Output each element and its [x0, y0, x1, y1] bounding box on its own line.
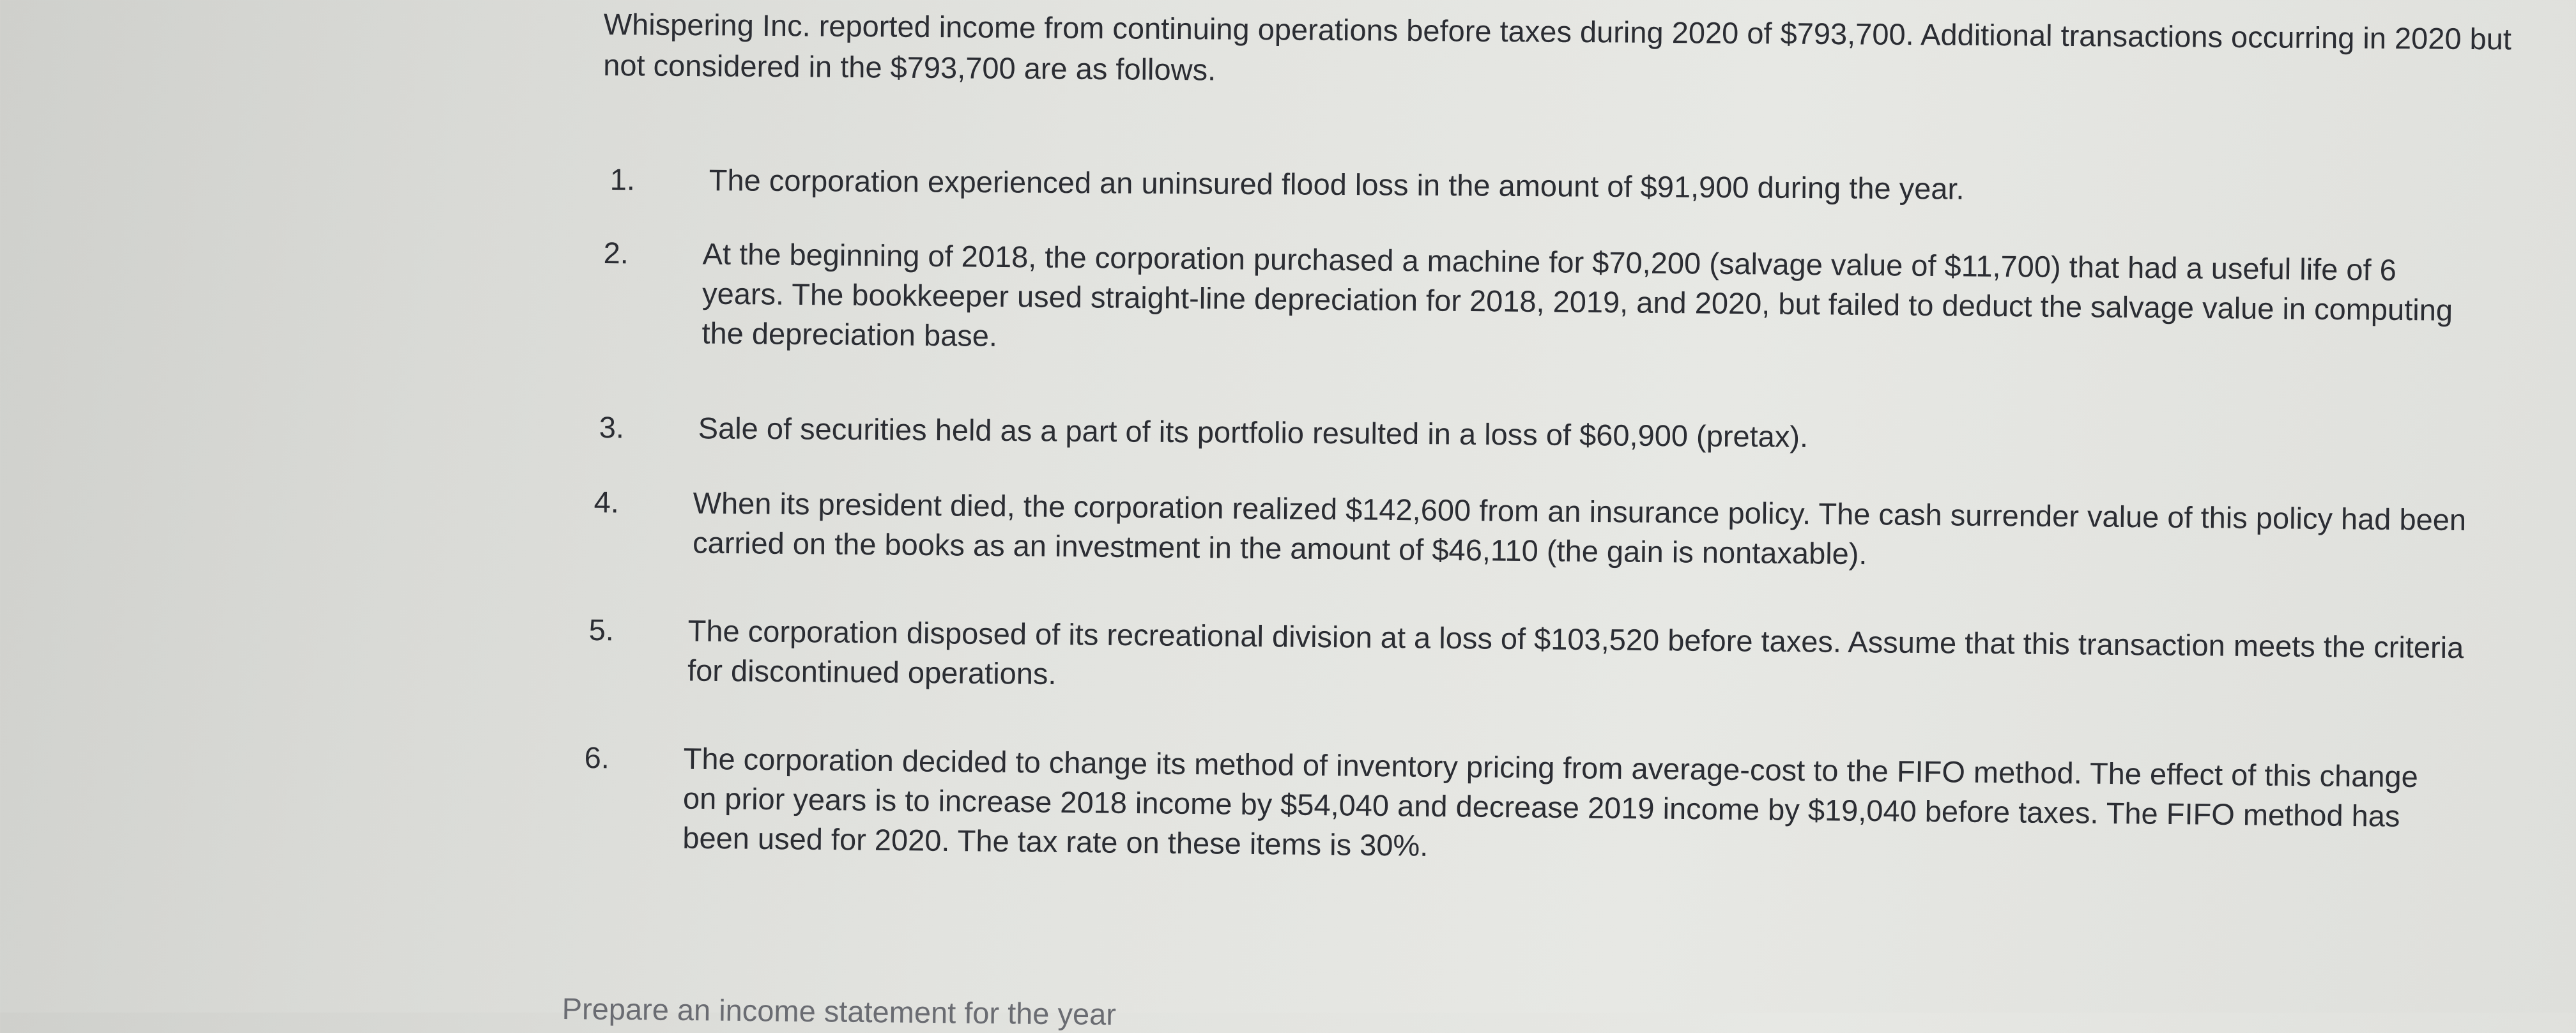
item-number: 1.: [610, 160, 674, 200]
item-text: The corporation experienced an uninsured flood loss in the amount of $91,900 during the year.: [709, 160, 2485, 212]
item-text: The corporation decided to change its method of inventory pricing from average-cost to the FIFO method. The effect of this change on prior years is to increase 2018 income by $54,040 and decrease 2019 income by $19,040 before taxes. The FIFO method has been used for 2020. The tax rate on these items is 30%.: [682, 739, 2460, 876]
list-item-2: [602, 233, 604, 361]
list-item-6: [583, 738, 585, 872]
item-number: 2.: [603, 233, 668, 273]
item-number: 4.: [594, 482, 658, 523]
item-number: 6.: [584, 738, 648, 778]
cutoff-instruction-text: Prepare an income statement for the year: [562, 989, 1137, 1033]
list-item-5: [588, 610, 589, 700]
item-text: Sale of securities held as a part of its portfolio resulted in a loss of $60,900 (pretax).: [698, 408, 2474, 462]
item-text: When its president died, the corporation realized $142,600 from an insurance policy. The cash surrender value of this policy had been carried on the books as an investment in the amount of $46,110 (the gain is nontaxable).: [693, 483, 2469, 579]
item-text: The corporation disposed of its recreational division at a loss of $103,520 before taxes. Assume that this transaction meets the criteria for discontinued operations.: [687, 611, 2464, 707]
item-number: 5.: [588, 610, 653, 650]
problem-intro: Whispering Inc. reported income from continuing operations before taxes during 2020 of $793,700. Additional transactions occurring in 2020 but not considered in the $793,700 are as follows.: [603, 4, 2520, 101]
item-number: 3.: [599, 408, 663, 448]
item-text: At the beginning of 2018, the corporation purchased a machine for $70,200 (salvage value of $11,700) that had a useful life of 6 years. The bookkeeper used straight-line depreciation for 2018, 2019, and 2020, but failed to deduct the salvage value in computing the depreciation base.: [702, 234, 2479, 370]
